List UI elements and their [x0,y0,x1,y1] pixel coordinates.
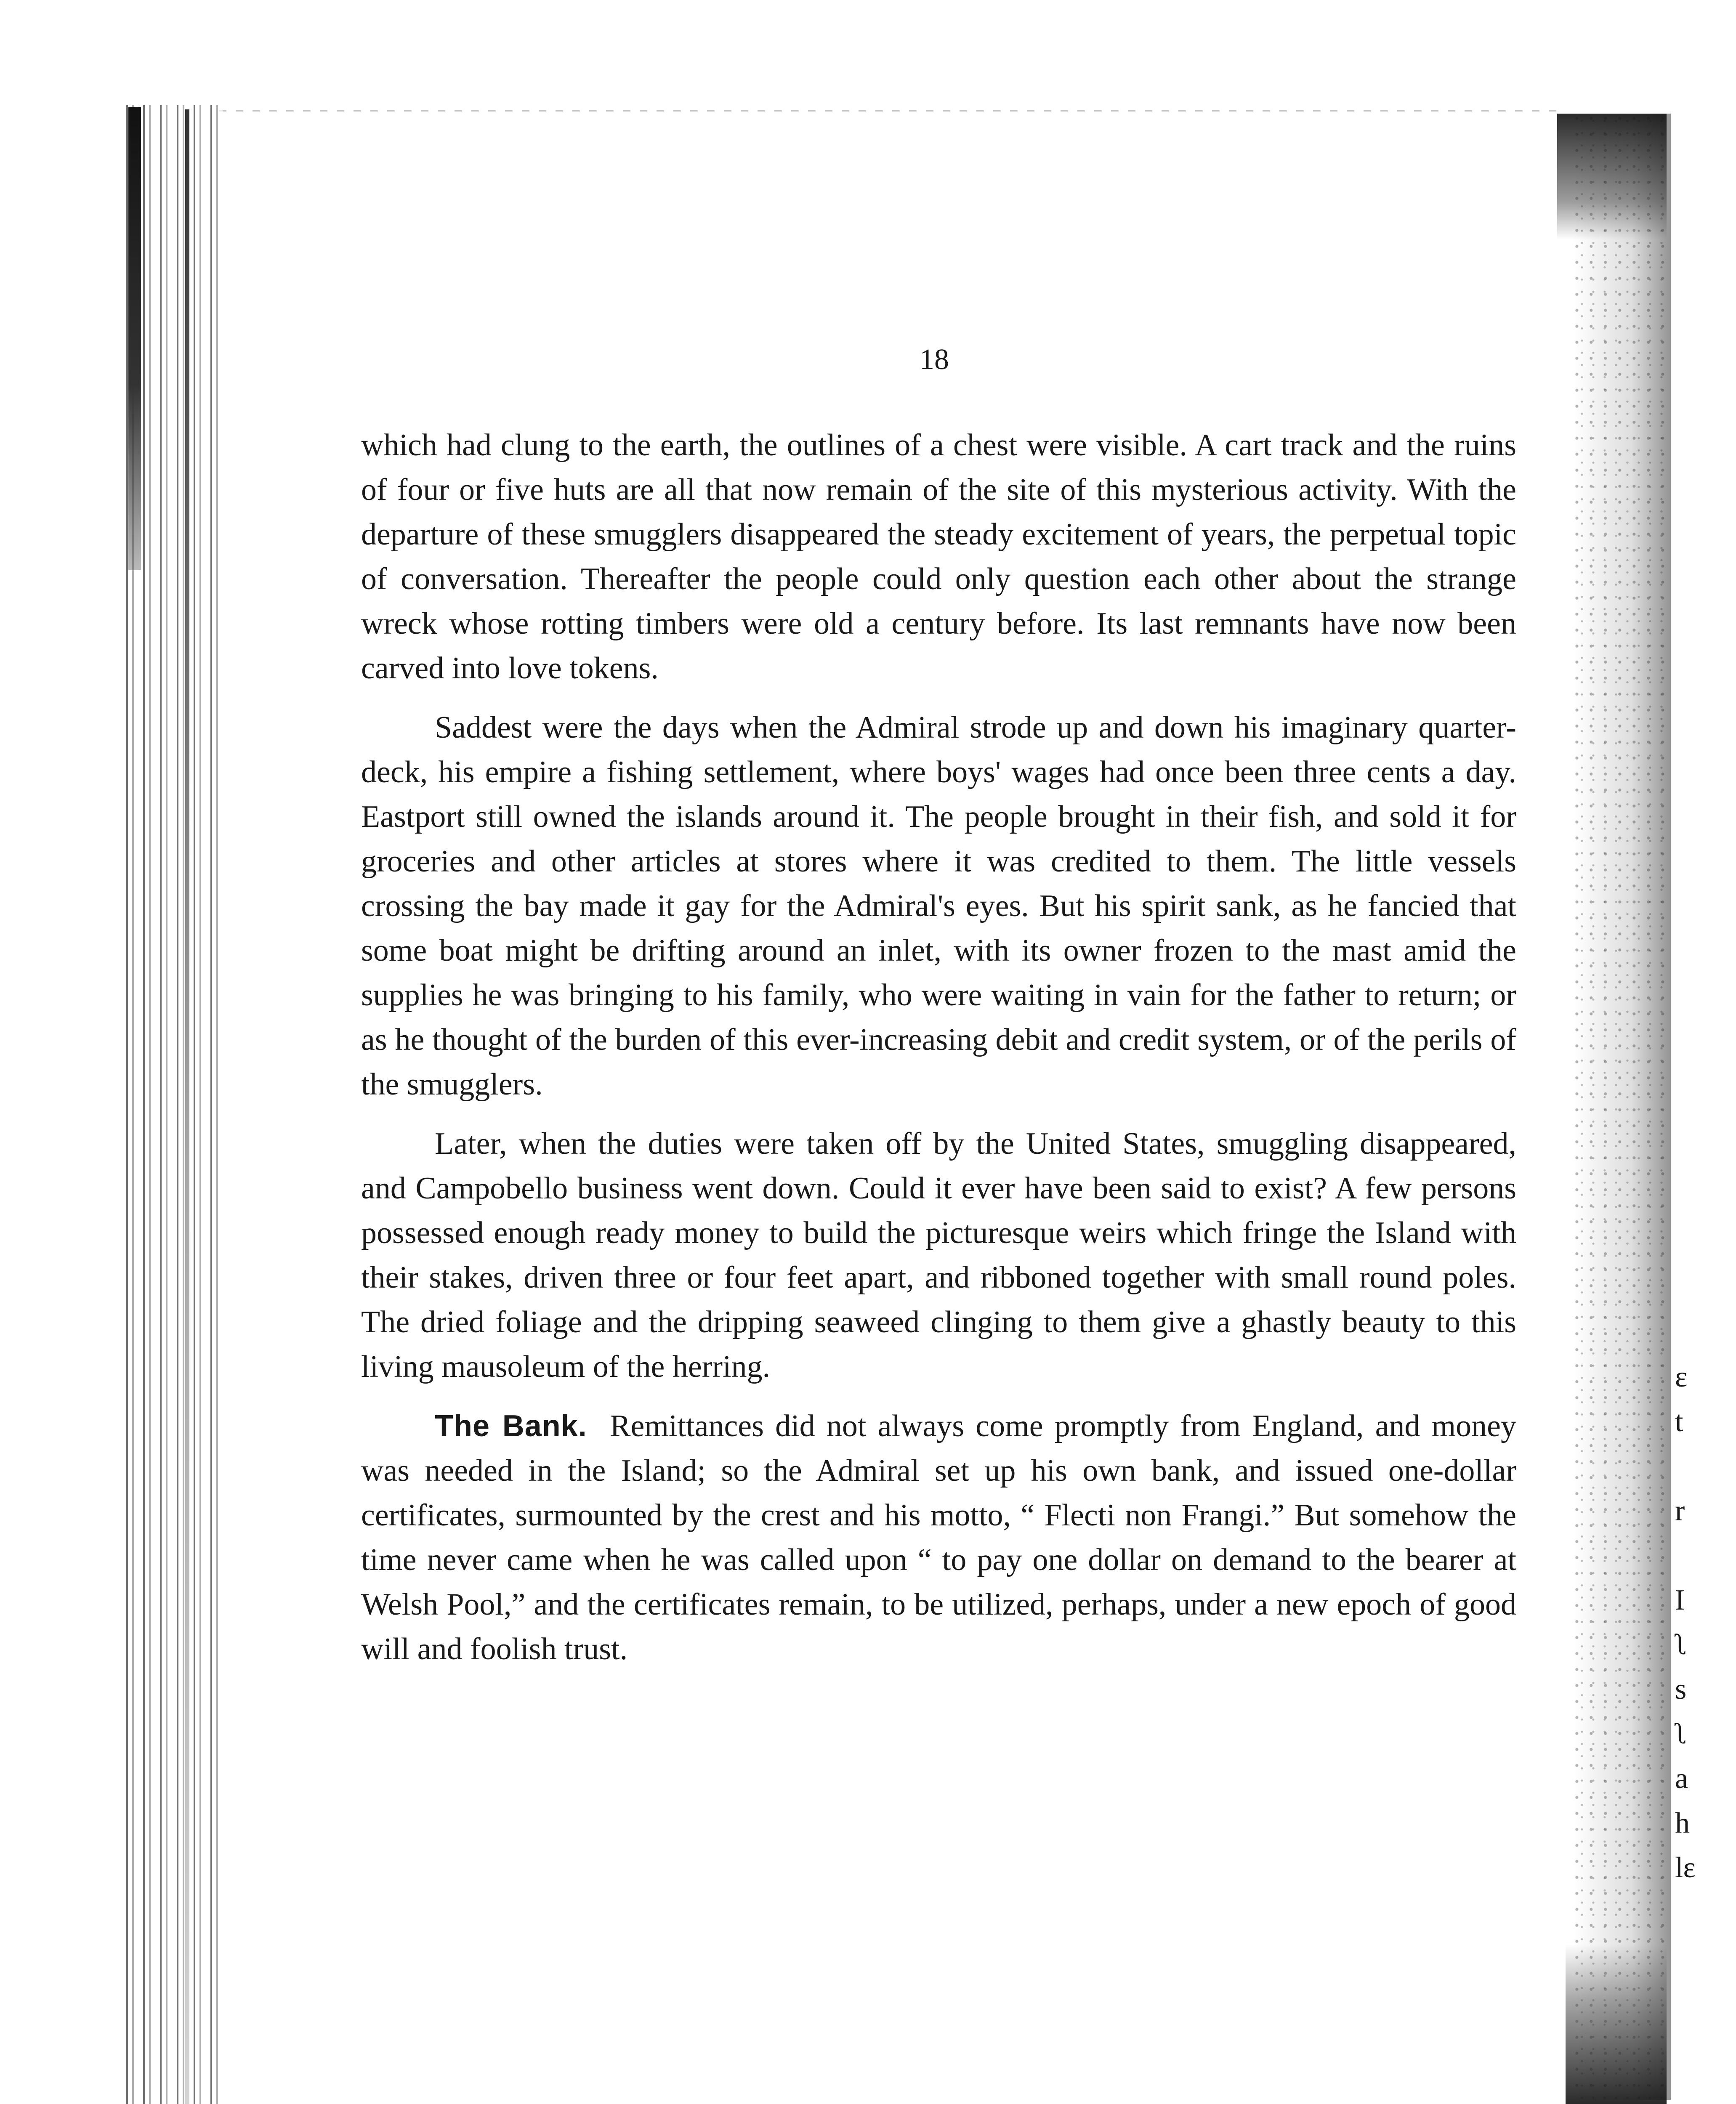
section-heading-bank: The Bank. [435,1409,587,1443]
page-number: 18 [920,343,949,376]
body-text [361,423,1516,1686]
margin-spacer [1675,1444,1709,1489]
paragraph-continuation: which had clung to the earth, the outlines of a chest were visible. A cart track and the ruins of four or five huts are all that now remain of the site of this mysterious activity. With the departure of these smugglers disappeared the steady excitement of years, the perpetual topic of conversation. Thereafter the people could only question each other about the strange wreck whose rotting timbers were old a century before. Its last remnants have now been carved into love tokens. [361,428,1516,685]
margin-fragment: ʅ [1675,1628,1688,1661]
scan-left-edge-shadow [128,107,141,570]
margin-fragment: ɛ [1675,1361,1688,1393]
margin-spacer [1675,1533,1709,1578]
paragraph-bank [361,1404,1516,1671]
scan-top-edge [219,110,1566,112]
scan-right-top-shadow [1557,114,1667,240]
margin-fragment: s [1675,1673,1687,1706]
margin-fragment: lɛ [1675,1852,1696,1884]
paragraph-smuggling: Later, when the duties were taken off by the United States, smuggling disappeared, and Campobello business went down. Could it ever have been said to exist? A few persons possessed enough ready money to build the picturesque weirs which fringe the Island with their stakes, driven three or four feet apart, and ribboned together with small round poles. The dried foliage and the dripping seaweed clinging to them give a ghastly beauty to this living mausoleum of the herring. [361,1126,1516,1384]
paragraph-bank-text: Remittances did not always come promptly from England, and money was needed in the Island; so the Admiral set up his own bank, and issued one-dollar certificates, surmounted by the crest and his motto, “ Flecti non Frangi.” But somehow the time never came when he was called upon “ to pay one dollar on demand to the bearer at Welsh Pool,” and the certificates remain, to be utilized, perhaps, under a new epoch of good will and foolish trust. [361,1409,1517,1666]
margin-fragment: t [1675,1405,1683,1438]
margin-fragment: a [1675,1762,1688,1795]
scan-binding-line [185,109,189,2104]
margin-fragment: h [1675,1807,1690,1839]
margin-fragment: r [1675,1495,1685,1527]
scan-right-edge-artifact [1574,114,1671,2100]
margin-fragment: I [1675,1584,1685,1616]
facing-page-fragments [1675,1355,1709,1890]
scan-right-bottom-shadow [1566,1944,1667,2104]
margin-fragment: ʅ [1675,1718,1688,1750]
paragraph-admiral: Saddest were the days when the Admiral strode up and down his imaginary quarter-deck, his empire a fishing settlement, where boys' wages had once been three cents a day. Eastport still owned the islands around it. The people brought in their fish, and sold it for groceries and other articles at stores where it was credited to them. The little vessels crossing the bay made it gay for the Admiral's eyes. But his spirit sank, as he fancied that some boat might be drifting around an inlet, with its owner frozen to the mast amid the supplies he was bringing to his family, who were waiting in vain for the father to return; or as he thought of the burden of this ever-increasing debit and credit system, or of the perils of the smugglers. [361,710,1516,1102]
